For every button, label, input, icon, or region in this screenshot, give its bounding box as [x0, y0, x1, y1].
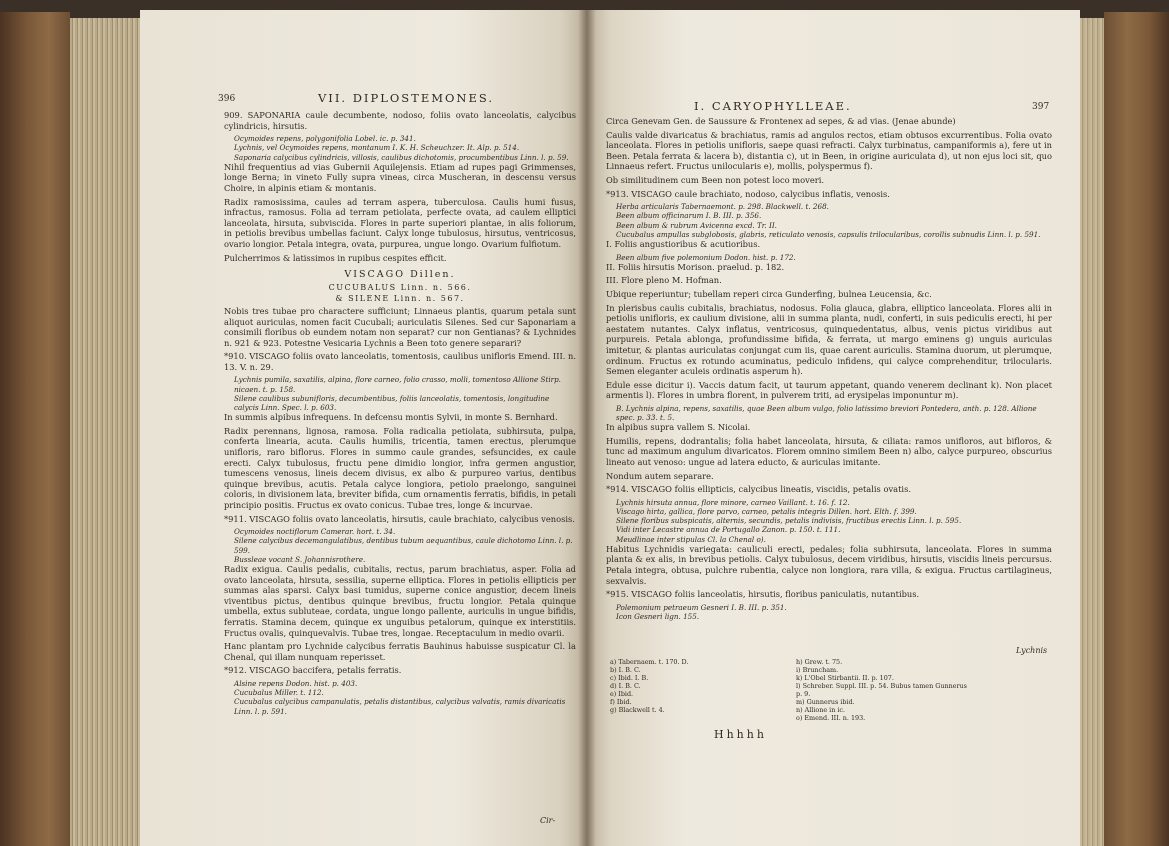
footnote: d) I. B. C.: [610, 682, 641, 690]
text-entry: Hanc plantam pro Lychnide calycibus ferratis Bauhinus habuisse suspicatur Cl. la Chenal, qui illam nunquam reperisset.: [224, 641, 576, 662]
synonym-note: Silene floribus subspicatis, alternis, secundis, petalis indivisis, fructibus erectis Linn. l. p. 595.: [616, 516, 962, 526]
synonym-note: Ocymoides noctiflorum Camerar. hort. t. 34.: [234, 527, 396, 537]
synonym-note: Polemonium petraeum Gesneri I. B. III. p. 351.: [616, 602, 787, 612]
footnote: l) Schreber. Suppl. III. p. 54. Bubus tamen Gunnerus: [796, 682, 967, 690]
synonym-note: Ocymoides repens, polygonifolia Lobel. ic. p. 341.: [234, 134, 416, 144]
footnote: c) Ibid. I. B.: [610, 674, 649, 682]
book-gutter: [578, 10, 596, 846]
left-page-body: [224, 110, 576, 716]
synonym-note: Meudlinae inter stipulas Cl. la Chenal o).: [616, 534, 766, 544]
text-entry: Ob similitudinem cum Been non potest loco moveri.: [606, 174, 825, 185]
right-page-body: [606, 116, 1052, 621]
text-entry: *913. VISCAGO caule brachiato, nodoso, calycibus inflatis, venosis.: [606, 188, 890, 199]
running-head-left: VII. DIPLOSTEMONES.: [318, 91, 494, 105]
text-entry: 909. SAPONARIA caule decumbente, nodoso, foliis ovato lanceolatis, calycibus cylindricis, hirsutis.: [224, 110, 576, 131]
synonym-note: Cucubalus calycibus campanulatis, petalis distantibus, calycibus valvatis, ramis divaricatis Linn. l. p. 591.: [234, 697, 566, 716]
text-entry: Radix ramosissima, caules ad terram aspera, tuberculosa. Caulis humi fusus, infractus, ramosus. Folia ad terram petiolata, perfecte ovata, ad caulem elliptici lanceolata, hirsuta, subviscida. Flores in parte superiori plantae, in alis foliorum, in petiolis brevibus umbellas faciunt. Calyx longe tubulosus, hirsutus, ventricosus, ovario longior. Petala integra, ovata, purpurea, ungue longo. Ovarium fulfiotum.: [224, 196, 576, 249]
running-head-right: I. CARYOPHYLLEAE.: [694, 99, 852, 113]
text-entry: Radix perennans, lignosa, ramosa. Folia radicalia petiolata, subhirsuta, pulpa, conferta linearia, acuta. Caulis humilis, tricentia, tamen erectus, plerumque unifloris, raro biflorus. Flores in summo caule grandes, sefsuncides, ex caule erecti. Calyx tubulosus, fructu pene dimidio longior, infra germen angustior, tumescens venosus, lineis decem divisus, ex albo & purpureo varius, dentibus quinque brevibus, acutis. Petala calyce longiora, petiolo praelongo, sanguinei coloris, in divisionem lata, breviter bifida, cum ornamentis ferratis, bifidis, in petali principio positis. Fructus ex ovato conicus. Tubae tres, longe & incurvae.: [224, 425, 576, 511]
text-entry: Radix exigua. Caulis pedalis, cubitalis, rectus, parum brachiatus, asper. Folia ad ovato lanceolata, hirsuta, sessilia, superne elliptica. Flores in petiolis ellipticis per summas alas sparsi. Calyx basi tumidus, superne conice angustior, decem lineis viventibus pictus, dentibus quinque brevibus, fructu longior. Petala quinque umbella, extus subluteae, cordata, ungue longo pallente, auriculis in ungue bifidis, ferratis. Stamina decem, quinque ex unguibus petalorum, quinque ex interstitiis. Fructus ovalis, quinquevalvis. Tubae tres, longae. Receptaculum in medio ovarii.: [224, 564, 576, 638]
page-number-right: 397: [1032, 102, 1050, 112]
text-entry: I. Foliis angustioribus & acutioribus.: [606, 238, 761, 249]
footnotes-left-column: [610, 658, 689, 714]
footnote: g) Blackwell t. 4.: [610, 706, 665, 714]
text-entry: Nobis tres tubae pro charactere sufficiunt; Linnaeus plantis, quarum petala sunt aliquot auriculas, nomen facit Cucubali; auriculatis Silenes. Sed cur Saponariam a consimili floribus ob eundem notam non separat? cur non Gentianas? & Lychnides n. 921 & 923. Potestne Vesicaria Lychnis a Been toto genere separari?: [224, 305, 576, 348]
left-page-edges: [70, 18, 144, 846]
text-entry: III. Flore pleno M. Hofman.: [606, 275, 722, 286]
left-page: [140, 10, 588, 846]
footnote: n) Allione in ic.: [796, 706, 846, 714]
synonym-note: Lychnis, vel Ocymoides repens, montanum I. K. H. Scheuchzer. It. Alp. p. 514.: [234, 143, 520, 153]
left-cover-binding: [0, 12, 70, 846]
synonym-note: Lychnis pumila, saxatilis, alpina, flore carneo, folio crasso, molli, tomentoso Allione Stirp. nicaen. t. p. 158.: [234, 375, 561, 394]
synonym-note: Icon Gesneri lign. 155.: [616, 612, 700, 622]
footnote: f) Ibid.: [610, 698, 632, 706]
right-page-edges: [1080, 18, 1104, 846]
text-entry: Edule esse dicitur i). Vaccis datum facit, ut taurum appetant, quando venerem declinant k). Non placet armentis l). Flores in umbra florent, in pulverem triti, ad erysipelas imponuntur m).: [606, 379, 1052, 401]
catchword-right: Lychnis: [1016, 646, 1048, 655]
text-entry: Pulcherrimos & latissimos in rupibus cespites efficit.: [224, 252, 447, 263]
text-entry: *912. VISCAGO baccifera, petalis ferratis.: [224, 665, 402, 676]
synonym-note: Silene caulibus subunifloris, decumbentibus, foliis lanceolatis, tomentosis, longitudine calycis Linn. Spec. l. p. 603.: [234, 393, 550, 413]
synonym-note: Been album five polemonium Dodon. hist. p. 172.: [616, 252, 796, 262]
right-page: [586, 10, 1080, 846]
synonym-note: B. Lychnis alpina, repens, saxatilis, quae Been album vulgo, folio latissimo breviori Pontedera, anth. p. 128. Allione spec. p. 33. t. 5.: [616, 403, 1037, 423]
section-heading: VISCAGO Dillen.: [344, 269, 456, 281]
catchword-left: Cir-: [540, 816, 556, 825]
text-entry: Nihil frequentius ad vias Gubernii Aquilejensis. Etiam ad rupes pagi Grimmenses, longe Berna; in vineto Fully supra vineas, circa Muscheran, in descensu versus Choire, in alpinis etiam & montanis.: [224, 161, 576, 193]
text-entry: In summis alpibus infrequens. In defcensu montis Sylvii, in monte S. Bernhard.: [224, 412, 558, 423]
page-number-left: 396: [218, 94, 236, 104]
footnote: k) L'Obel Stirbantii. II. p. 107.: [796, 674, 894, 682]
signature-mark: Hhhhh: [714, 728, 767, 741]
synonym-note: Silene calycibus decemangulatibus, dentibus tubum aequantibus, caule dichotomo Linn. l. p. 599.: [234, 536, 573, 555]
right-cover-binding: [1104, 12, 1169, 846]
synonym-note: Herba articularis Tabernaemont. p. 298. Blackwell. t. 268.: [616, 202, 829, 212]
footnotes-right-column: [796, 658, 967, 722]
footnote: m) Gunnerus ibid.: [796, 698, 855, 706]
synonym-note: Lychnis hirsuta annua, flore minore, carneo Vaillant. t. 16. f. 12.: [616, 497, 850, 507]
text-entry: *910. VISCAGO foliis ovato lanceolatis, tomentosis, caulibus unifloris Emend. III. n. 13. V. n. 29.: [224, 351, 577, 372]
footnote: b) I. B. C.: [610, 666, 641, 674]
text-entry: Circa Genevam Gen. de Saussure & Frontenex ad sepes, & ad vias. (Jenae abunde): [606, 116, 956, 126]
footnote: i) Bruncham.: [796, 666, 839, 674]
text-entry: Caulis valde divaricatus & brachiatus, ramis ad angulos rectos, etiam obtusos excurrentibus. Folia ovato lanceolata. Flores in petiolis unifloris, saepe quasi refracti. Calyx turbinatus, campaniformis a), fere ut in Been. Petala ferrata & lacera b), distantia c), ut in Been, in origine auriculata d), ut non ejus loci sit, quo Linnaeus refert. Fructus unilocularis e), mollis, polyspermus f).: [606, 129, 1052, 172]
footnote: a) Tabernaem. t. 170. D.: [610, 658, 689, 666]
footnote: p. 9.: [796, 690, 811, 698]
synonym-note: Been album officinarum I. B. III. p. 356.: [616, 211, 762, 221]
synonym-note: Vidi inter Lecastre annua de Portugallo Zanon. p. 150. t. 111.: [616, 525, 841, 535]
synonym-note: Cucubalus ampullas subglobosis, glabris, reticulato venosis, capsulis trilocularibus, corollis subnudis Linn. l. p. 591.: [616, 229, 1041, 239]
text-entry: *915. VISCAGO foliis lanceolatis, hirsutis, floribus paniculatis, nutantibus.: [606, 589, 920, 600]
text-entry: Ubique reperiuntur; tubellam reperi circa Gunderfing, bulnea Leucensia, &c.: [606, 288, 932, 299]
synonym-note: Cucubalus Miller. t. 112.: [234, 688, 324, 698]
text-entry: II. Foliis hirsutis Morison. praelud. p. 182.: [606, 261, 785, 272]
text-entry: In alpibus supra vallem S. Nicolai.: [606, 422, 751, 433]
synonym-note: Viscago hirta, gallica, flore parvo, carneo, petalis integris Dillen. hort. Elth. f. 399.: [616, 507, 917, 517]
text-entry: Humilis, repens, dodrantalis; folia habet lanceolata, hirsuta, & ciliata: ramos unifloros, aut bifloros, & tunc ad maximum angulum divaricatos. Florem omnino similem Been n) albo, calyce purpureo, obscurius lineato aut venoso: ungue ad latera educto, & auriculas imitante.: [606, 435, 1052, 468]
text-entry: In plerisbus caulis cubitalis, brachiatus, nodosus. Folia glauca, glabra, elliptico lanceolata. Flores alii in petiolis unifloris, ex caulium divisione, alii in summa planta, nudi, conferti, in suis pediculis erecti, hi per aestatem nutantes. Calyx inflatus, ventricosus, quinquedentatus, albus, venis pictus viridibus aut purpureis. Petala ablonga, profundissime bifida, & ferrata, ut margo eminens g) unguis auriculas imitetur, & plantas auriculatas conjungat cum iis, quae carent auriculis. Stamina duorum, ut plerumque, ordinum. Fructus ex rotundo acuminatus, pediculo infidens, qui calyce comprehenditur, trilocularis. Semen eleganter aculeis ordinatis asperum h).: [606, 302, 1052, 377]
synonym-note: Bussleae vocant S. Johannisrothere.: [234, 554, 366, 564]
footnote: h) Grew. t. 75.: [796, 658, 843, 666]
footnote: o) Emend. III. n. 193.: [796, 714, 866, 722]
section-synonym: & SILENE Linn. n. 567.: [335, 294, 465, 304]
text-entry: *914. VISCAGO foliis ellipticis, calycibus lineatis, viscidis, petalis ovatis.: [606, 484, 911, 495]
synonym-note: Saponaria calycibus cylindricis, villosis, caulibus dichotomis, procumbentibus Linn. l. p. 59.: [234, 152, 569, 162]
text-entry: Habitus Lychnidis variegata: cauliculi erecti, pedales; folia subhirsuta, lanceolata. Flores in summa planta & ex alis, in brevibus petiolis. Calyx tubulosus, decem viridibus, hirsutis, viscidis lineis percursus. Petala integra, obtusa, pulchre rubentia, calyce non longiora, rara villa, & exigua. Fructus cartilagineus, sexvalvis.: [606, 543, 1052, 586]
section-synonym: CUCUBALUS Linn. n. 566.: [328, 282, 472, 292]
text-entry: *911. VISCAGO foliis ovato lanceolatis, hirsutis, caule brachiato, calycibus venosis.: [224, 513, 575, 524]
text-entry: Nondum autem separare.: [606, 470, 714, 481]
synonym-note: Alsine repens Dodon. hist. p. 403.: [234, 678, 358, 688]
synonym-note: Been album & rubrum Avicenna excd. Tr. II.: [616, 220, 777, 230]
footnote: e) Ibid.: [610, 690, 634, 698]
